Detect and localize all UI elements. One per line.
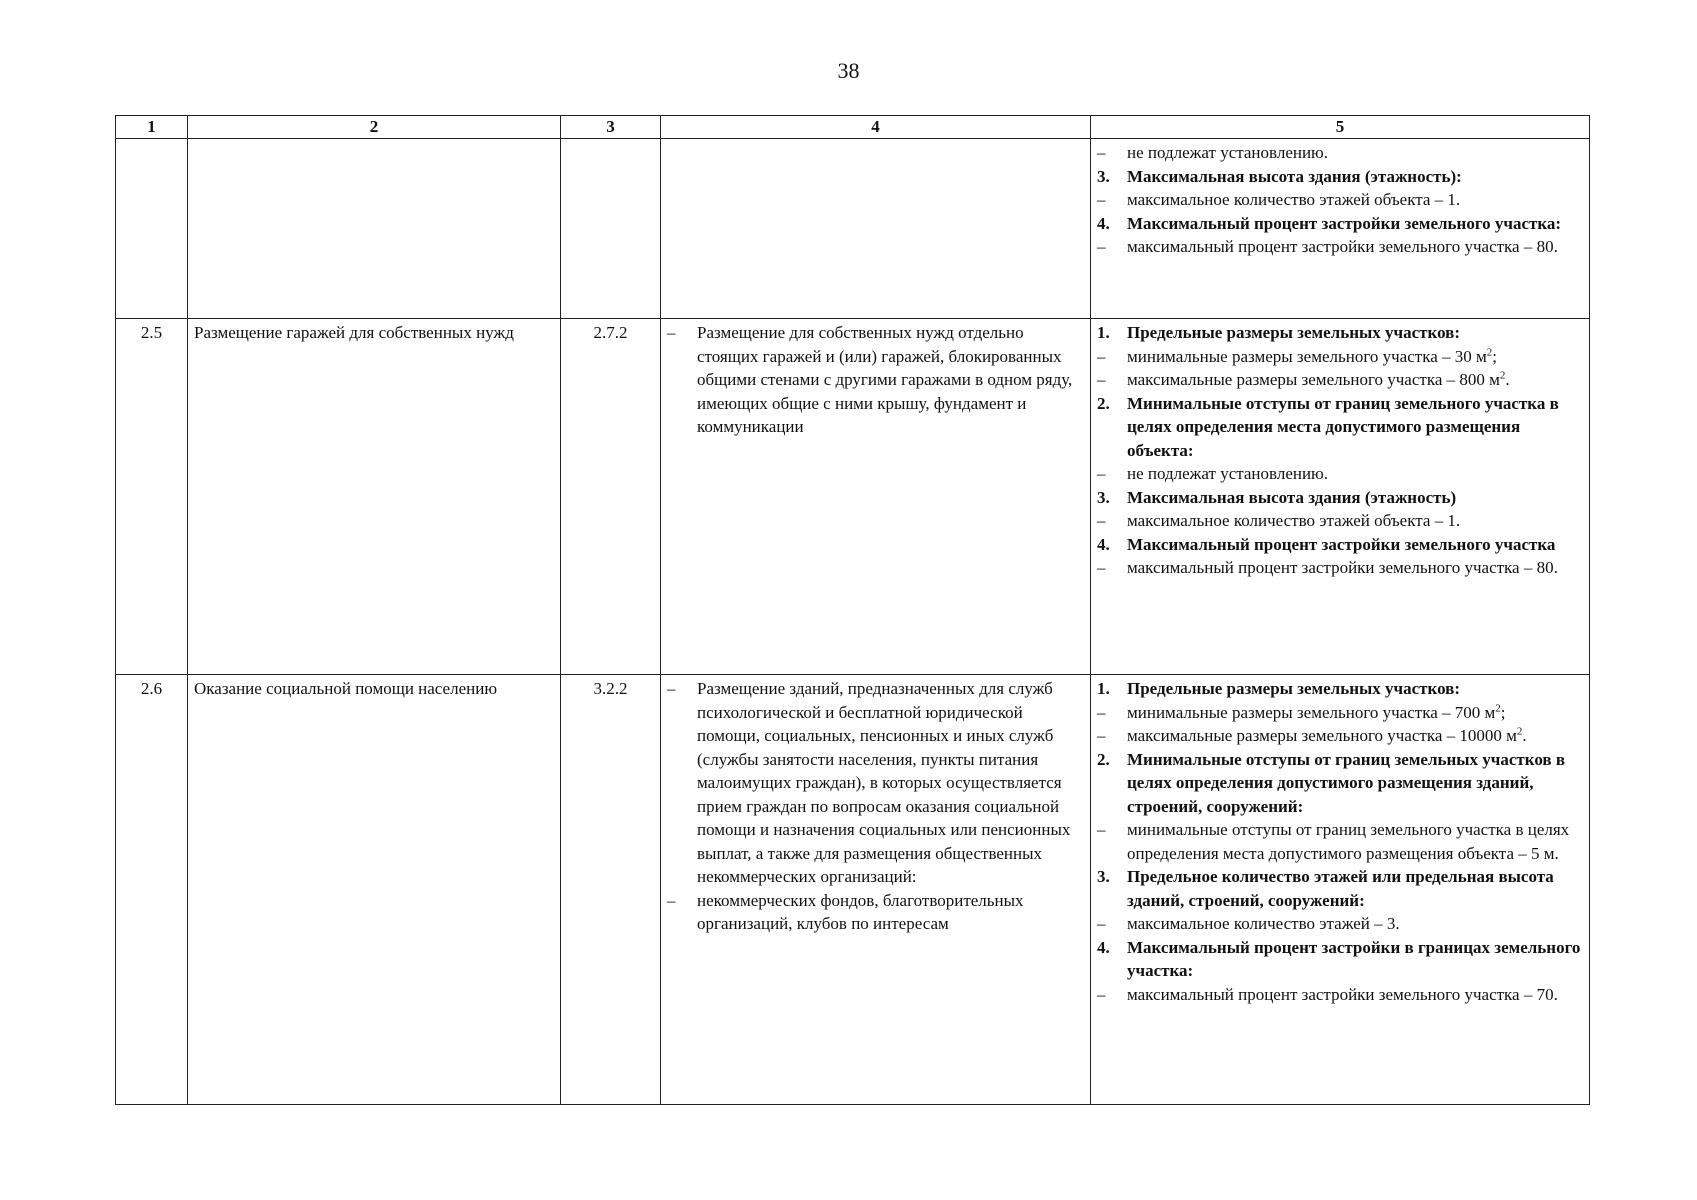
dash-bullet: – [1097,346,1106,366]
item-text [697,889,1084,936]
dash-bullet: – [1097,464,1106,483]
use-parameters [1091,675,1590,1105]
row-number [116,139,188,319]
table-body [116,139,1590,1105]
item-text [1127,392,1583,463]
item-text-main: Минимальные отступы от границ земельных участков в целях определения допустимого размещения зданий, строений, сооружений: [1127,749,1566,816]
parameter-value [1097,141,1583,165]
item-text [1127,509,1583,533]
superscript: 2 [1495,701,1501,714]
item-text [1127,345,1583,369]
parameter-value [1097,983,1583,1007]
header-col-1: 1 [116,116,188,139]
dash-bullet: – [1097,726,1106,745]
parameter-value [1097,818,1583,865]
header-row [116,116,1590,139]
item-text [1127,865,1583,912]
use-description [661,319,1091,675]
item-text [697,321,1084,439]
item-number: 4. [1097,534,1110,554]
parameter-value [1097,345,1583,369]
item-number: 2. [1097,749,1110,769]
dash-bullet: – [1097,914,1106,933]
item-text-main: максимальные размеры земельного участка – 800 м [1127,370,1500,389]
use-code: 2.7.2 [561,319,661,675]
dash-bullet: – [1097,370,1106,389]
item-text-main: Максимальная высота здания (этажность) [1127,487,1457,507]
item-text [1127,701,1583,725]
item-text [1127,141,1583,165]
description-item [667,889,1084,936]
row-number: 2.5 [116,319,188,675]
item-text [1127,321,1583,345]
page-number: 38 [837,58,860,83]
item-text-main: максимальные размеры земельного участка – 10000 м [1127,726,1517,745]
item-number: 4. [1097,213,1110,233]
superscript: 2 [1516,725,1523,738]
description-item [667,677,1084,889]
item-text [1127,188,1583,212]
parameter-value [1097,509,1583,533]
parameter-value [1097,701,1583,725]
parameter-value [1097,556,1583,580]
dash-bullet: – [667,323,676,342]
item-number: 3. [1097,166,1110,186]
item-text-main: минимальные размеры земельного участка – 30 м [1127,346,1487,366]
item-text-main: Размещение для собственных нужд отдельно стоящих гаражей и (или) гаражей, блокированных общими стенами с другими гаражами в одном ряду, имеющих общие с ними крышу, фундамент и коммуникации [697,323,1073,436]
item-text [1127,724,1583,748]
table-row [116,675,1590,1105]
table-row [116,319,1590,675]
item-text-main: Максимальная высота здания (этажность): [1127,166,1462,186]
item-text-main: минимальные размеры земельного участка – 700 м [1127,702,1496,722]
item-text-suffix: ; [1492,346,1497,366]
item-text [697,677,1084,889]
table-header [116,116,1590,139]
item-number: 1. [1097,679,1110,698]
parameter-heading [1097,677,1583,701]
item-text-main: максимальный процент застройки земельного участка – 80. [1127,558,1558,577]
dash-bullet: – [667,890,676,910]
parameter-value [1097,368,1583,392]
item-text [1127,818,1583,865]
item-number: 3. [1097,487,1110,507]
item-number: 2. [1097,393,1110,413]
item-text [1127,533,1583,557]
item-text [1127,368,1583,392]
item-text-main: не подлежат установлению. [1127,464,1329,483]
item-text-main: максимальное количество этажей объекта – 1. [1127,190,1461,209]
item-text-main: максимальное количество этажей – 3. [1127,914,1400,933]
item-text-main: максимальный процент застройки земельного участка – 80. [1127,237,1558,256]
use-name: Оказание социальной помощи населению [188,675,561,1105]
header-col-4: 4 [661,116,1091,139]
parameter-heading [1097,321,1583,345]
use-name [188,139,561,319]
header-col-3: 3 [561,116,661,139]
item-text-main: минимальные отступы от границ земельного участка в целях определения места допустимого размещения объекта – 5 м. [1127,820,1570,863]
item-text-main: Максимальный процент застройки земельного участка: [1127,213,1562,233]
dash-bullet: – [1097,558,1106,577]
item-text [1127,462,1583,486]
item-text-suffix: . [1522,726,1527,745]
item-text [1127,748,1583,819]
parameter-value [1097,724,1583,748]
header-col-2: 2 [188,116,561,139]
item-text-main: максимальное количество этажей объекта – 1. [1127,511,1461,530]
item-text-main: Размещение зданий, предназначенных для служб психологической и бесплатной юридической помощи, социальных, пенсионных и иных служб (службы занятости населения, пункты питания малоимущих граждан), в которых осуществляется прием граждан по вопросам оказания социальной помощи и назначения социальных или пенсионных выплат, а также для размещения общественных некоммерческих организаций: [697,679,1071,886]
item-text-main: Предельные размеры земельных участков: [1127,323,1461,342]
dash-bullet: – [1097,702,1106,722]
item-text-suffix: ; [1500,702,1506,722]
item-text-main: Минимальные отступы от границ земельного участка в целях определения места допустимого размещения объекта: [1127,393,1559,460]
item-text [1127,235,1583,259]
use-description [661,139,1091,319]
item-text-suffix: . [1505,370,1510,389]
superscript: 2 [1499,369,1506,382]
table-row [116,139,1590,319]
item-text-main: максимальный процент застройки земельного участка – 70. [1127,984,1558,1004]
dash-bullet: – [1097,511,1106,530]
parameter-value [1097,462,1583,486]
item-text [1127,486,1583,510]
parameter-heading [1097,486,1583,510]
item-text [1127,556,1583,580]
parameter-heading [1097,533,1583,557]
use-parameters [1091,319,1590,675]
dash-bullet: – [1097,143,1106,162]
dash-bullet: – [1097,984,1106,1004]
dash-bullet: – [667,679,676,698]
parameter-value [1097,188,1583,212]
item-text-main: не подлежат установлению. [1127,143,1329,162]
use-parameters [1091,139,1590,319]
use-name: Размещение гаражей для собственных нужд [188,319,561,675]
header-col-5: 5 [1091,116,1590,139]
item-text [1127,212,1583,236]
item-text-main: Предельные размеры земельных участков: [1127,679,1461,698]
parameter-heading [1097,936,1583,983]
use-code [561,139,661,319]
item-text [1127,936,1583,983]
item-text [1127,912,1583,936]
use-description [661,675,1091,1105]
item-text [1127,677,1583,701]
description-item [667,321,1084,439]
item-number: 4. [1097,937,1110,957]
parameter-heading [1097,165,1583,189]
zoning-table [115,115,1590,1105]
dash-bullet: – [1097,190,1106,209]
row-number: 2.6 [116,675,188,1105]
parameter-heading [1097,865,1583,912]
item-text-main: некоммерческих фондов, благотворительных организаций, клубов по интересам [697,890,1024,933]
item-number: 1. [1097,323,1110,342]
item-text-main: Предельное количество этажей или предельная высота зданий, строений, сооружений: [1127,867,1554,910]
parameter-value [1097,235,1583,259]
parameter-heading [1097,212,1583,236]
use-code: 3.2.2 [561,675,661,1105]
parameter-value [1097,912,1583,936]
superscript: 2 [1486,345,1493,358]
item-text [1127,165,1583,189]
parameter-heading [1097,392,1583,463]
item-text [1127,983,1583,1007]
item-text-main: Максимальный процент застройки земельного участка [1127,534,1556,554]
item-number: 3. [1097,867,1110,886]
dash-bullet: – [1097,237,1106,256]
dash-bullet: – [1097,820,1106,839]
item-text-main: Максимальный процент застройки в границах земельного участка: [1127,937,1581,980]
parameter-heading [1097,748,1583,819]
